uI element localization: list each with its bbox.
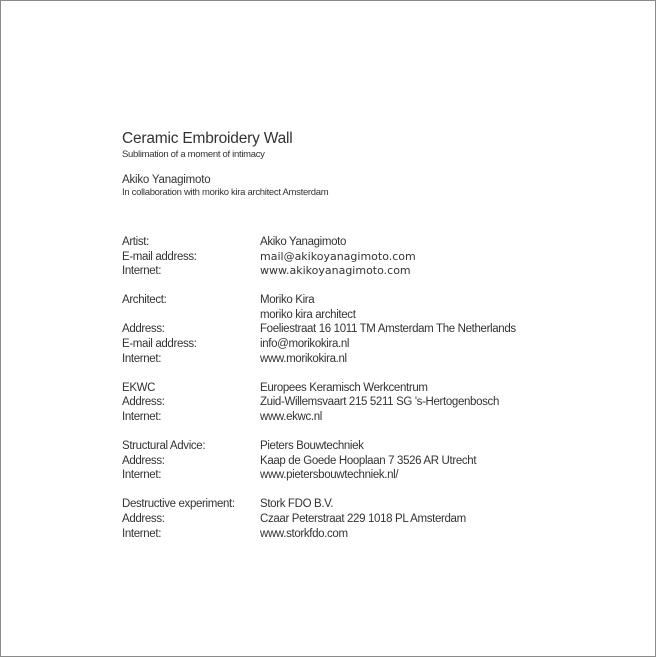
credits-list [122, 235, 622, 541]
credit-row [122, 395, 622, 410]
document-subtitle: Sublimation of a moment of intimacy [122, 149, 265, 160]
credit-value: Stork FDO B.V. [260, 498, 334, 511]
credit-label: Structural Advice: [122, 440, 206, 453]
credit-row [122, 439, 622, 454]
credit-label: Destructive experiment: [122, 498, 235, 511]
credit-group-architect [122, 293, 622, 366]
credit-group-ekwc [122, 381, 622, 425]
credit-row [122, 235, 622, 250]
credit-label: Internet: [122, 469, 162, 482]
credit-label: Architect: [122, 294, 167, 307]
credit-value: Moriko Kira [260, 294, 315, 307]
credit-row [122, 250, 622, 265]
stork-website-link[interactable]: www.storkfdo.com [260, 527, 348, 540]
credit-label: Internet: [122, 265, 162, 278]
credit-value: Pieters Bouwtechniek [260, 440, 364, 453]
artist-email-link[interactable]: mail@akikoyanagimoto.com [260, 249, 416, 263]
credit-label: E-mail address: [122, 250, 197, 263]
credit-row [122, 308, 622, 323]
credit-row [122, 337, 622, 352]
credit-value: moriko kira architect [260, 308, 356, 321]
credit-row [122, 410, 622, 425]
credit-value: Europees Keramisch Werkcentrum [260, 381, 428, 394]
credit-label: EKWC [122, 381, 156, 394]
artist-website-link[interactable]: www.akikoyanagimoto.com [260, 264, 411, 278]
author-name: Akiko Yanagimoto [122, 174, 211, 186]
credit-group-structural [122, 439, 622, 483]
credit-label: Address: [122, 396, 165, 409]
credit-label: Internet: [122, 410, 162, 423]
credit-row [122, 381, 622, 396]
credit-label: Address: [122, 512, 165, 525]
architect-website-link[interactable]: www.morikokira.nl [260, 352, 347, 365]
credit-value: Akiko Yanagimoto [260, 236, 347, 248]
document-content [122, 130, 622, 556]
document-title: Ceramic Embroidery Wall [122, 130, 293, 147]
credit-row [122, 264, 622, 279]
credit-label: Internet: [122, 352, 162, 365]
credit-label: Artist: [122, 236, 149, 248]
credit-row [122, 454, 622, 469]
credit-label: Internet: [122, 527, 162, 540]
credit-value: Foeliestraat 16 1011 TM Amsterdam The Netherlands [260, 323, 516, 336]
credit-group-artist [122, 235, 622, 279]
credit-row [122, 293, 622, 308]
credit-row [122, 352, 622, 367]
credit-value: Czaar Peterstraat 229 1018 PL Amsterdam [260, 512, 466, 525]
credit-label: Address: [122, 323, 165, 336]
credit-row [122, 527, 622, 542]
credit-row [122, 322, 622, 337]
credit-label: E-mail address: [122, 338, 197, 351]
credit-group-destructive [122, 497, 622, 541]
architect-email-link[interactable]: info@morikokira.nl [260, 338, 350, 351]
credit-value: Kaap de Goede Hooplaan 7 3526 AR Utrecht [260, 454, 477, 467]
collaboration-note: In collaboration with moriko kira architect Amsterdam [122, 187, 329, 198]
credit-label: Address: [122, 454, 165, 467]
credit-label [122, 308, 260, 323]
ekwc-website-link[interactable]: www.ekwc.nl [260, 410, 322, 423]
credit-row [122, 512, 622, 527]
structural-website-link[interactable]: www.pietersbouwtechniek.nl/ [260, 469, 399, 482]
credit-row [122, 497, 622, 512]
credit-row [122, 468, 622, 483]
credit-value: Zuid-Willemsvaart 215 5211 SG 's-Hertogenbosch [260, 396, 499, 409]
